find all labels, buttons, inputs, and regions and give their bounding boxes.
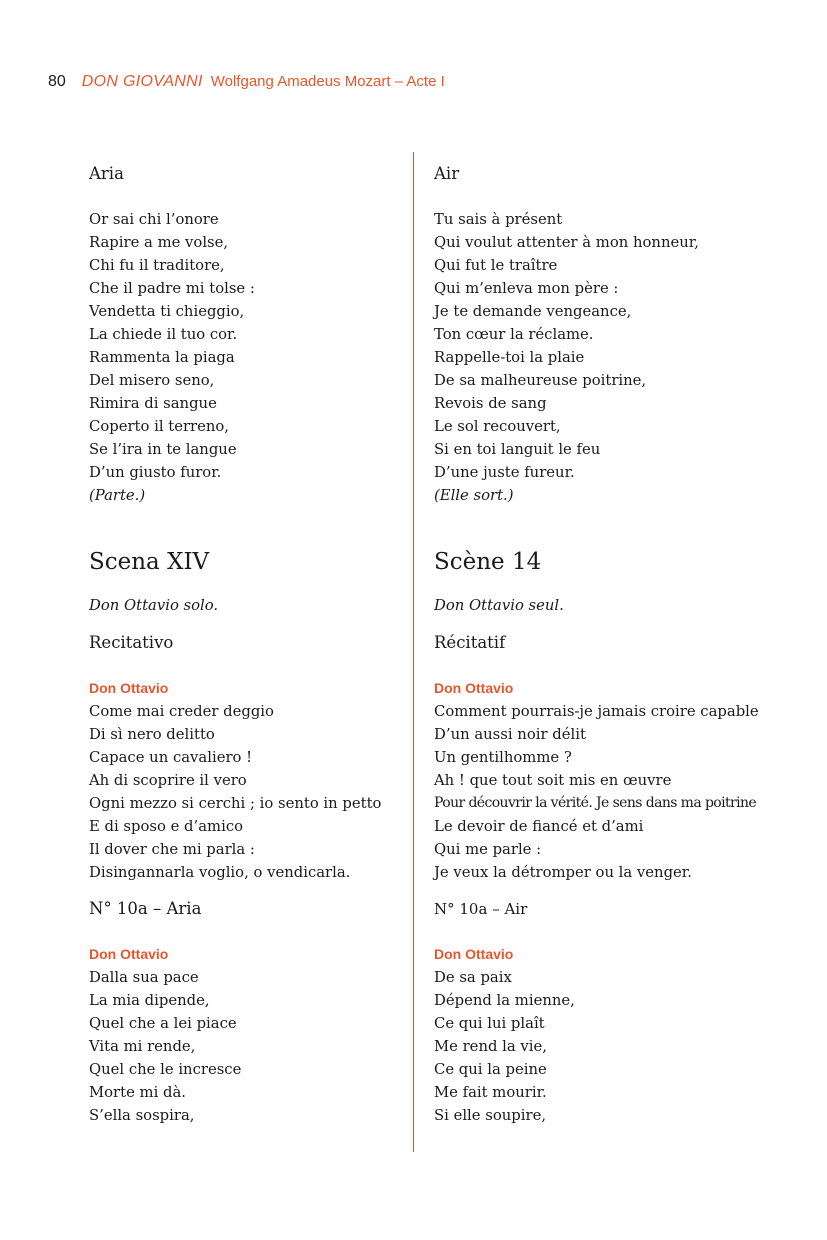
speaker-name: Don Ottavio [89,680,169,696]
verse-line: Qui voulut attenter à mon honneur, [434,234,699,251]
verse-line: Come mai creder deggio [89,703,274,720]
scene-title: Scène 14 [434,549,542,575]
number-title: N° 10a – Air [434,900,528,918]
scene-stage-direction: Don Ottavio seul. [434,597,564,614]
verse-line: Del misero seno, [89,372,215,389]
verse-line: Il dover che mi parla : [89,841,255,858]
verse-line: D’un giusto furor. [89,464,222,481]
verse-line: Se l’ira in te langue [89,441,237,458]
verse-line: De sa paix [434,969,512,986]
speaker-name: Don Ottavio [89,946,169,962]
speaker-name: Don Ottavio [434,946,514,962]
verse-line: Pour découvrir la vérité. Je sens dans ma poitrine [434,795,757,811]
french-column [434,162,764,1127]
verse-line: Vendetta ti chieggio, [89,303,245,320]
number-title: N° 10a – Aria [89,899,202,918]
verse-line: Rammenta la piaga [89,349,235,366]
verse-line: La chiede il tuo cor. [89,326,238,343]
verse-line: Ce qui lui plaît [434,1015,545,1032]
verse-line: Ah ! que tout soit mis en œuvre [434,772,672,789]
aria-10a-text [434,966,764,1127]
recitative-text [89,700,407,884]
verse-line: Ah di scoprire il vero [89,772,247,789]
verse-line: Le sol recouvert, [434,418,561,435]
verse-line: Ce qui la peine [434,1061,547,1078]
verse-line: S’ella sospira, [89,1107,195,1124]
opera-title: DON GIOVANNI [81,73,203,90]
verse-line: Quel che a lei piace [89,1015,237,1032]
verse-line: Si en toi languit le feu [434,441,601,458]
verse-line: Dalla sua pace [89,969,199,986]
verse-line: Rapire a me volse, [89,234,229,251]
verse-line: Le devoir de fiancé et d’ami [434,818,644,835]
aria-10a-text [89,966,407,1127]
verse-line: Rappelle-toi la plaie [434,349,585,366]
verse-line: Me fait mourir. [434,1084,547,1101]
verse-line: Qui me parle : [434,841,542,858]
aria-title: Air [434,164,460,183]
recitative-text [434,700,764,884]
verse-line: Chi fu il traditore, [89,257,225,274]
verse-line: Di sì nero delitto [89,726,215,743]
verse-line: Morte mi dà. [89,1084,187,1101]
aria-title: Aria [89,164,124,183]
verse-line: Capace un cavaliero ! [89,749,253,766]
header-subtitle: Wolfgang Amadeus Mozart – Acte I [210,73,445,90]
verse-line: Ton cœur la réclame. [434,326,594,343]
scene-stage-direction: Don Ottavio solo. [89,597,219,614]
verse-line: De sa malheureuse poitrine, [434,372,647,389]
verse-line: Vita mi rende, [89,1038,196,1055]
verse-line: La mia dipende, [89,992,210,1009]
verse-line: Disingannarla voglio, o vendicarla. [89,864,351,881]
verse-line: Tu sais à présent [434,211,563,228]
verse-line: Ogni mezzo si cerchi ; io sento in petto [89,795,382,812]
recitative-title: Récitatif [434,633,506,652]
verse-line: Che il padre mi tolse : [89,280,255,297]
verse-line: Revois de sang [434,395,547,412]
speaker-name: Don Ottavio [434,680,514,696]
verse-line: Qui fut le traître [434,257,558,274]
italian-column [89,162,407,1127]
verse-line: Je veux la détromper ou la venger. [434,864,692,881]
verse-line: Qui m’enleva mon père : [434,280,619,297]
verse-line: Quel che le incresce [89,1061,242,1078]
verse-line: Comment pourrais-je jamais croire capable [434,703,759,720]
verse-line: Rimira di sangue [89,395,217,412]
verse-line: E di sposo e d’amico [89,818,244,835]
column-divider [413,152,414,1152]
verse-line: D’une juste fureur. [434,464,575,481]
verse-line: Dépend la mienne, [434,992,575,1009]
stage-direction: (Parte.) [89,487,146,504]
verse-line: Je te demande vengeance, [434,303,632,320]
verse-line: Si elle soupire, [434,1107,547,1124]
aria-text [434,208,764,507]
verse-line: Me rend la vie, [434,1038,547,1055]
verse-line: Coperto il terreno, [89,418,230,435]
verse-line: Or sai chi l’onore [89,211,219,228]
scene-title: Scena XIV [89,549,210,575]
verse-line: Un gentilhomme ? [434,749,572,766]
verse-line: D’un aussi noir délit [434,726,586,743]
page-number: 80 [48,73,66,90]
recitative-title: Recitativo [89,633,174,652]
page-header [48,73,445,91]
stage-direction: (Elle sort.) [434,487,514,504]
aria-text [89,208,407,507]
